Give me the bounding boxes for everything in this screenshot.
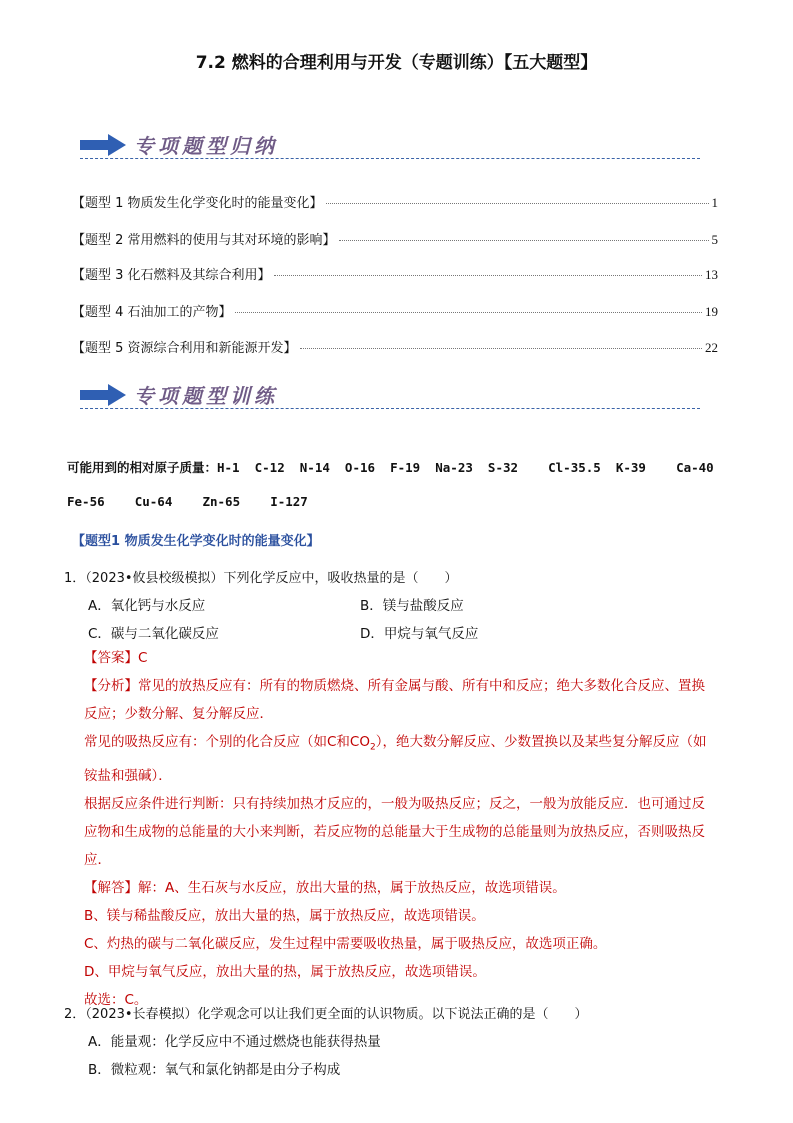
arrow-icon <box>80 134 126 156</box>
q1-option-c[interactable]: C．碳与二氧化碳反应 <box>88 626 219 642</box>
toc-item-1[interactable] <box>72 192 718 212</box>
banner-training <box>80 380 700 410</box>
q1-option-a[interactable]: A．氧化钙与水反应 <box>88 598 206 614</box>
analysis-tag: 【分析】 <box>84 678 138 694</box>
toc-page: 19 <box>705 304 718 319</box>
toc-label: 【题型 4 石油加工的产物】 <box>72 305 232 320</box>
q1-explanation <box>84 644 734 1014</box>
q1-option-b[interactable]: B．镁与盐酸反应 <box>360 598 464 614</box>
solution-line: B、镁与稀盐酸反应，放出大量的热，属于放热反应，故选项错误。 <box>84 907 485 924</box>
q2-option-b[interactable]: B．微粒观：氧气和氯化钠都是由分子构成 <box>88 1062 341 1078</box>
analysis-line: 应． <box>84 851 111 868</box>
q2-option-a[interactable]: A．能量观：化学反应中不通过燃烧也能获得热量 <box>88 1034 381 1050</box>
answer-line <box>84 644 734 672</box>
q1-option-d[interactable]: D．甲烷与氧气反应 <box>360 626 479 642</box>
toc-page: 1 <box>711 195 718 210</box>
analysis-line: 反应；少数分解、复分解反应． <box>84 706 273 722</box>
solution-tag: 【解答】 <box>84 879 138 896</box>
analysis-line: 【分析】常见的放热反应有：所有的物质燃烧、所有金属与酸、所有中和反应；绝大多数化合反应、置换 <box>84 678 705 694</box>
analysis-line: 铵盐和强碱）． <box>84 767 172 784</box>
toc-label: 【题型 3 化石燃料及其综合利用】 <box>72 268 271 283</box>
solution-line: C、灼热的碳与二氧化碳反应，发生过程中需要吸收热量，属于吸热反应，故选项正确。 <box>84 935 607 952</box>
solution-line: 【解答】解：A、生石灰与水反应，放出大量的热，属于放热反应，故选项错误。 <box>84 879 566 896</box>
answer-value: C <box>138 650 148 666</box>
divider <box>80 408 700 409</box>
analysis-line: 根据反应条件进行判断：只有持续加热才反应的，一般为吸热反应；反之，一般为放能反应．也可通过反 <box>84 795 705 812</box>
atomic-mass-line-2: Fe-56 Cu-64 Zn-65 I-127 <box>67 494 308 509</box>
toc-item-5[interactable] <box>72 337 718 357</box>
analysis-line: 常见的吸热反应有：个别的化合反应（如C和$CO_2$），绝大数分解反应、少数置换以及某些复分解反应（如 <box>84 734 707 753</box>
divider <box>80 158 700 159</box>
solution-line: D、甲烷与氧气反应，放出大量的热，属于放热反应，故选项错误。 <box>84 963 486 980</box>
analysis-line: 应物和生成物的总能量的大小来判断，若反应物的总能量大于生成物的总能量则为放热反应，否则吸热反 <box>84 823 705 840</box>
question-2-stem: 2．（2023•长春模拟）化学观念可以让我们更全面的认识物质。以下说法正确的是（ ） <box>64 1007 588 1022</box>
toc-page: 5 <box>711 232 718 247</box>
answer-tag: 【答案】 <box>84 650 138 666</box>
toc-item-2[interactable] <box>72 229 718 249</box>
toc-page: 13 <box>705 267 718 282</box>
toc-label: 【题型 5 资源综合利用和新能源开发】 <box>72 341 297 356</box>
solution-line: 故选：C。 <box>84 991 148 1008</box>
banner-title: 专项题型训练 <box>134 384 278 408</box>
page-title: 7.2 燃料的合理利用与开发（专题训练）【五大题型】 <box>195 53 598 73</box>
atomic-mass-line-1: 可能用到的相对原子质量：H-1 C-12 N-14 O-16 F-19 Na-23 S-32 Cl-35.5 K-39 Ca-40 <box>67 460 714 475</box>
toc-item-4[interactable] <box>72 301 718 321</box>
toc-page: 22 <box>705 340 718 355</box>
toc-label: 【题型 2 常用燃料的使用与其对环境的影响】 <box>72 233 336 248</box>
section-heading: 【题型1 物质发生化学变化时的能量变化】 <box>72 534 320 549</box>
toc-item-3[interactable] <box>72 264 718 284</box>
question-1-stem: 1．（2023•攸县校级模拟）下列化学反应中，吸收热量的是（ ） <box>64 571 458 586</box>
banner-toc <box>80 130 700 160</box>
toc-label: 【题型 1 物质发生化学变化时的能量变化】 <box>72 196 323 211</box>
banner-title: 专项题型归纳 <box>134 134 278 158</box>
arrow-icon <box>80 384 126 406</box>
